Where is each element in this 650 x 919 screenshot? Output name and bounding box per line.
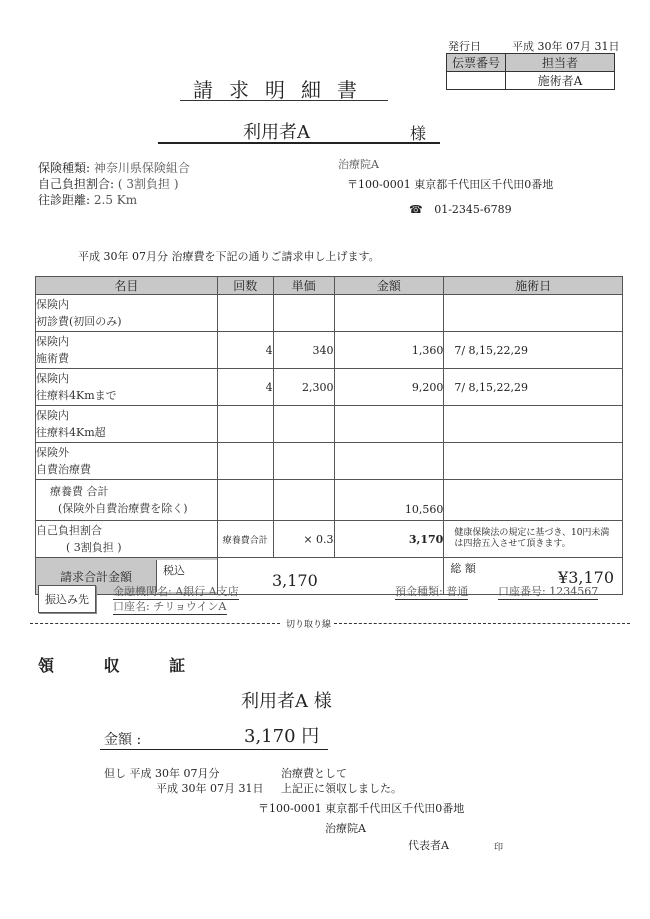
bank-institution: 金融機関名: A銀行 A支店: [113, 585, 239, 598]
clinic-address: 〒100-0001 東京都千代田区千代田0番地: [347, 178, 554, 191]
distance-value: 2.5 Km: [93, 193, 138, 207]
row-item: 施術費: [36, 352, 69, 365]
slip-number-value: [447, 72, 506, 90]
receipt-line1-a: 但し 平成 30年 07月分: [104, 767, 220, 780]
sum-label: 総 額: [450, 562, 476, 575]
row-unit: [273, 443, 334, 480]
slip-staff-box: [446, 53, 615, 90]
distance-label: 往診距離:: [38, 193, 91, 207]
account-number: 口座番号: 1234567: [498, 585, 599, 598]
row-dates: [444, 406, 623, 443]
insurance-type-value: 神奈川県保険組合: [93, 161, 190, 175]
subtotal-amount: 10,560: [334, 480, 444, 521]
intro-text: 平成 30年 07月分 治療費を下記の通りご請求申し上げます。: [78, 250, 380, 263]
tax-amount: 3,170: [271, 570, 318, 590]
row-dates: [444, 295, 623, 332]
self-pay-ratio: ( 3割負担 ): [66, 541, 122, 554]
table-row: [36, 406, 623, 443]
billing-table: [35, 276, 623, 595]
row-item: 自費治療費: [36, 463, 91, 476]
row-dates: 7/ 8,15,22,29: [444, 369, 623, 406]
self-pay-label: 自己負担割合: [36, 524, 102, 537]
self-pay-factor: × 0.3: [273, 521, 334, 558]
row-category: 保険内: [36, 372, 69, 385]
staff-label: 担当者: [506, 54, 615, 72]
sum-amount: ¥3,170: [558, 568, 614, 587]
row-dates: 7/ 8,15,22,29: [444, 332, 623, 369]
subtotal-note: (保険外自費治療費を除く): [58, 502, 188, 515]
row-amount: [334, 443, 444, 480]
insurance-type-label: 保険種類:: [38, 161, 91, 175]
issue-date-label: 発行日: [448, 40, 481, 53]
self-pay-basis: 療養費合計: [217, 521, 273, 558]
table-row: [36, 332, 623, 369]
receipt-title: 領 収 証: [38, 656, 208, 675]
row-item: 往療料4Km超: [36, 426, 106, 439]
document-title: 請求明細書: [193, 78, 373, 102]
row-count: 4: [217, 369, 273, 406]
receipt-amount-underline: [100, 749, 328, 750]
table-row: [36, 295, 623, 332]
subtotal-label: 療養費 合計: [50, 485, 109, 498]
seal-mark: 印: [494, 843, 504, 853]
row-category: 保険内: [36, 409, 69, 422]
table-row: [36, 443, 623, 480]
tax-label: 税込: [163, 564, 185, 577]
issue-date: 平成 30年 07月 31日: [512, 40, 620, 53]
deposit-type: 預金種類: 普通: [395, 585, 469, 598]
insurance-info: [38, 160, 190, 208]
table-header-row: [36, 277, 623, 295]
receipt-clinic: 治療院A: [325, 822, 366, 835]
row-count: [217, 406, 273, 443]
row-unit: [273, 295, 334, 332]
rounding-note: 健康保険法の規定に基づき、10円未満は四捨五入させて頂きます。: [444, 521, 623, 558]
ratio-value: ( 3割負担 ): [117, 177, 179, 191]
header-dates: 施術日: [444, 277, 623, 295]
clinic-phone: [409, 203, 512, 216]
self-pay-amount: 3,170: [334, 521, 444, 558]
row-item: 初診費(初回のみ): [36, 315, 122, 328]
row-item: 往療料4Kmまで: [36, 389, 117, 402]
row-category: 保険内: [36, 298, 69, 311]
row-unit: [273, 406, 334, 443]
subtotal-row: [36, 480, 623, 521]
clinic-phone-number: 01-2345-6789: [434, 203, 512, 216]
receipt-amount: 3,170 円: [244, 726, 320, 747]
transfer-destination-button[interactable]: 振込み先: [38, 585, 96, 613]
cut-line-label: 切り取り線: [286, 620, 332, 630]
bank-account-name: 口座名: チリョウインA: [113, 600, 227, 613]
staff-value: 施術者A: [506, 72, 615, 90]
row-category: 保険内: [36, 335, 69, 348]
cut-line-left: [30, 623, 280, 624]
row-count: [217, 295, 273, 332]
cut-line-right: [334, 623, 630, 624]
header-amount: 金額: [334, 277, 444, 295]
row-amount: 9,200: [334, 369, 444, 406]
receipt-representative: 代表者A: [408, 839, 449, 852]
row-count: 4: [217, 332, 273, 369]
row-unit: 340: [273, 332, 334, 369]
row-dates: [444, 443, 623, 480]
total-label: 請求合計金額: [36, 560, 157, 592]
self-pay-row: [36, 521, 623, 558]
customer-honorific: 様: [410, 124, 427, 143]
row-amount: 1,360: [334, 332, 444, 369]
header-item: 名目: [36, 277, 218, 295]
row-amount: [334, 295, 444, 332]
phone-icon: ☎: [409, 203, 423, 216]
receipt-line2-b: 上記正に領収しました。: [281, 782, 402, 795]
receipt-customer: 利用者A 様: [241, 691, 332, 712]
row-category: 保険外: [36, 446, 69, 459]
ratio-label: 自己負担割合:: [38, 177, 115, 191]
row-unit: 2,300: [273, 369, 334, 406]
header-unit-price: 単価: [273, 277, 334, 295]
receipt-address: 〒100-0001 東京都千代田区千代田0番地: [258, 802, 465, 815]
receipt-line2-a: 平成 30年 07月 31日: [156, 782, 264, 795]
row-amount: [334, 406, 444, 443]
receipt-line1-b: 治療費として: [281, 767, 347, 780]
table-row: [36, 369, 623, 406]
clinic-name: 治療院A: [338, 158, 379, 171]
slip-number-label: 伝票番号: [447, 54, 506, 72]
customer-name: 利用者A: [243, 122, 310, 143]
header-count: 回数: [217, 277, 273, 295]
customer-underline: [158, 142, 440, 144]
title-underline: [180, 100, 388, 101]
row-count: [217, 443, 273, 480]
receipt-amount-label: 金額 :: [104, 732, 142, 748]
